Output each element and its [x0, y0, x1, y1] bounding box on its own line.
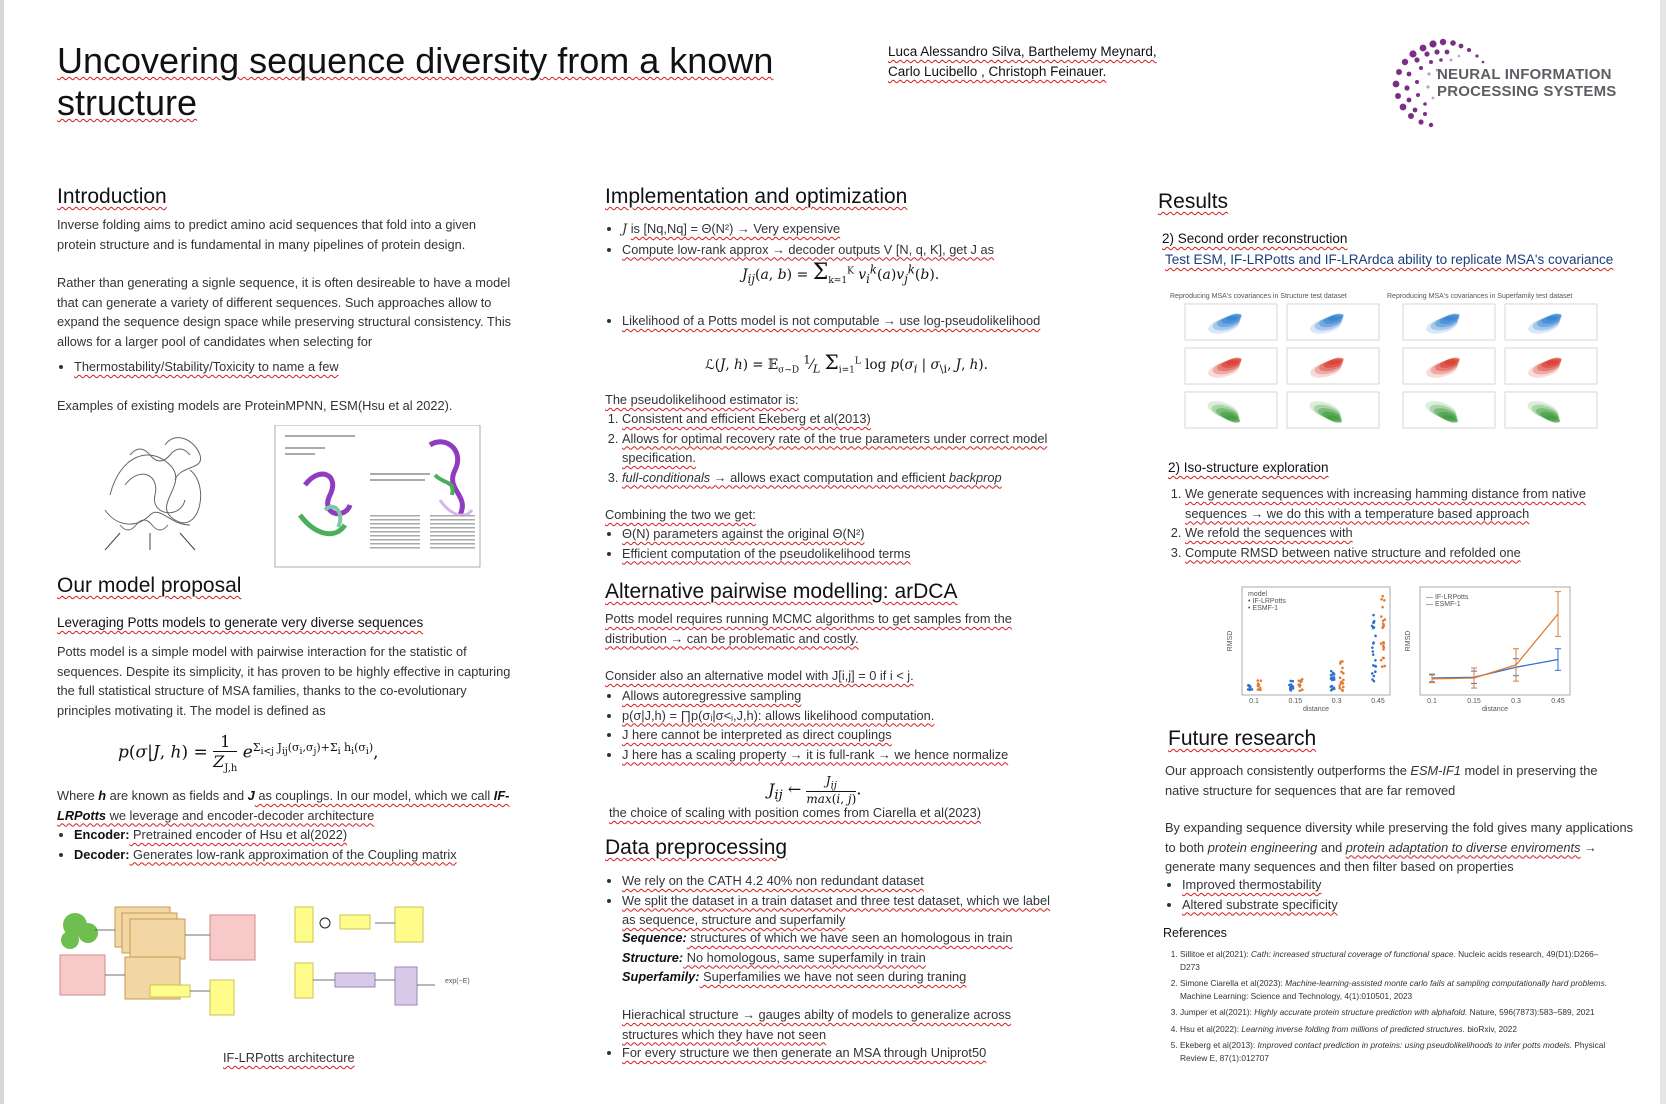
future-heading: Future research: [1168, 727, 1317, 750]
results-heading: Results: [1158, 190, 1229, 213]
x-axis-label: distance: [1481, 706, 1509, 712]
intro-paragraph-2: Rather than generating a signle sequence, it is often desireable to have a model that can generate a variety of different sequences. Such approaches allow to expand the sequence design space while preserving structural consistency. This allows for a larger pool of candidates when selecting for: [57, 275, 512, 349]
estimator-list: [605, 409, 1055, 487]
scatter-point: [1331, 679, 1334, 682]
scatter-point: [1371, 646, 1374, 649]
scatter-point: [1338, 684, 1341, 687]
results-sub-2: 2) Iso-structure exploration: [1168, 460, 1329, 475]
logo-line2: PROCESSING SYSTEMS: [1437, 83, 1617, 100]
scatter-point: [1342, 672, 1345, 675]
iso-list: [1168, 484, 1628, 562]
scatter-point: [1291, 680, 1294, 683]
scatter-point: [1260, 679, 1263, 682]
iso-item-2: 2. We refold the sequences with: [1185, 523, 1628, 543]
legend-entry: — IF-LRPotts: [1426, 594, 1469, 601]
scatter-point: [1251, 688, 1254, 691]
future-item-1: • Improved thermostability: [1182, 875, 1625, 895]
scatter-point: [1372, 653, 1375, 656]
intro-heading: Introduction: [57, 185, 167, 208]
potts-equation: p(σ|J, h) = $\frac{1}{Z_{J,h}}$ $e^{\Sigma_{i<j} J_{ij}(\sigma_i,\sigma_j)+\Sigma_i h_i(\sigma_i)}$,: [118, 732, 379, 775]
reference-item: 3. Jumper et al(2021): Highly accurate protein structure prediction with alphafold. Nature, 596(7873):583–589, 2021: [1180, 1006, 1610, 1019]
scatter-point: [1298, 689, 1301, 692]
ardca-heading: Alternative pairwise modelling: arDCA: [605, 580, 958, 603]
lowrank-equation: $J_{ij}(a$, $b) = \Sigma_{k=1}^K$ $v_i^k(a)v_j^k(b)$.: [742, 260, 940, 286]
scatter-point: [1341, 667, 1344, 670]
left-edge: [0, 0, 4, 1104]
scatter-point: [1373, 675, 1376, 678]
scatter-point: [1301, 688, 1304, 691]
scatter-point: [1374, 635, 1377, 638]
ardca-list: [605, 686, 1055, 764]
combine-item-1: • Θ(N) parameters against the original Θ(N²): [622, 524, 1055, 544]
iso-item-3: 3. Compute RMSD between native structure and refolded one: [1185, 543, 1628, 563]
combine-title: Combining the two we get:: [605, 507, 756, 522]
covariance-grid: [1185, 304, 1597, 428]
split-sequence: Sequence: structures of which we have seen an homologous in train: [622, 930, 1013, 945]
x-tick-label: 0.15: [1467, 698, 1481, 705]
scatter-point: [1381, 606, 1384, 609]
impl-bullets-1: [605, 219, 1055, 259]
reference-item: 1. Sillitoe et al(2021): Cath: increased structural coverage of functional space. Nucleic acids research, 49(D1):D266–D273: [1180, 948, 1610, 973]
scatter-point: [1257, 682, 1260, 685]
scatter-point: [1331, 685, 1334, 688]
x-tick-label: 0.1: [1249, 698, 1259, 705]
legend-entry: • ESMF-1: [1248, 605, 1279, 612]
intro-paragraph-1: Inverse folding aims to predict amino acid sequences that fold into a given protein structure and is fundamental in many pipelines of protein design.: [57, 217, 476, 252]
y-axis-label: RMSD: [1405, 630, 1412, 652]
scatter-point: [1372, 614, 1375, 617]
estimator-item-3: 3. full-conditionals → allows exact computation and efficient backprop: [622, 468, 1055, 488]
scatter-point: [1374, 659, 1377, 662]
scatter-point: [1371, 678, 1374, 681]
model-heading: Our model proposal: [57, 574, 242, 597]
scatter-point: [1372, 621, 1375, 624]
scatter-point: [1382, 641, 1385, 644]
logo-text: [1437, 66, 1616, 100]
scatter-point: [1342, 679, 1345, 682]
scatter-point: [1380, 642, 1383, 645]
rmsd-charts: [1220, 582, 1580, 712]
x-tick-label: 0.3: [1331, 698, 1342, 705]
scatter-point: [1342, 686, 1345, 689]
data-heading: Data preprocessing: [605, 836, 788, 859]
impl-heading: Implementation and optimization: [605, 185, 908, 208]
scatter-point: [1248, 689, 1251, 692]
scatter-point: [1331, 676, 1334, 679]
scatter-point: [1372, 650, 1375, 653]
future-item-2: • Altered substrate specificity: [1182, 895, 1625, 915]
intro-bullet-1: • Thermostability/Stability/Toxicity to name a few: [74, 357, 517, 377]
impl-bullet-1: • J is [Nq,Nq] = Θ(N²) → Very expensive: [622, 219, 1055, 240]
svg-text:exp(−E): exp(−E): [445, 978, 470, 985]
panel-left-title: Reproducing MSA's covariances in Structure test dataset: [1170, 293, 1347, 300]
ardca-item-2: • p(σ|J,h) = ∏p(σᵢ|σ<ᵢ,J,h): allows likelihood computation.: [622, 706, 1055, 726]
model-paragraph-2: Where h are known as fields and J as couplings. In our model, which we call IF-LRPotts we leverage and encoder-decoder architecture: [57, 788, 510, 823]
model-paragraph-1: Potts model is a simple model with pairwise interaction for the statistic of sequences. Despite its simplicity, it has proven to be highly effective in capturing the full statistical structure of MSA families, thanks to the co-evolutionary principles motivating it. The model is defined as: [57, 644, 511, 718]
future-paragraph-2: By expanding sequence diversity while preserving the fold gives many applications to both protein engineering and protein adaptation to diverse enviroments → generate many sequences and then filter based on properties: [1165, 820, 1634, 874]
ardca-paragraph-1: Potts model requires running MCMC algorithms to get samples from the distribution → can be problematic and costly.: [605, 611, 1012, 646]
scatter-point: [1382, 657, 1385, 660]
decoder-bullet: • Decoder: Generates low-rank approximation of the Coupling matrix: [74, 845, 527, 865]
authors-line1: Luca Alessandro Silva, Barthelemy Meynard,: [888, 44, 1157, 59]
data-item-3: • For every structure we then generate an MSA through Uniprot50: [622, 1043, 1055, 1063]
x-tick-label: 0.3: [1511, 698, 1521, 705]
scatter-point: [1290, 683, 1293, 686]
x-axis-label: distance: [1302, 706, 1330, 712]
scatter-point: [1339, 662, 1342, 665]
scatter-point: [1290, 687, 1293, 690]
scatter-point: [1380, 615, 1383, 618]
scatter-point: [1259, 688, 1262, 691]
scatter-point: [1374, 670, 1377, 673]
split-descriptions: [622, 928, 1062, 987]
scatter-point: [1257, 685, 1260, 688]
pseudolikelihood-equation: ℒ(J, h) = 𝔼$_{\sigma\sim D}$ $^1⁄_L$ $\Sigma_{i=1}^L$ $\log p(\sigma_i$ | $\sigma_{\backslash i}$, J, h).: [705, 350, 988, 376]
scatter-point: [1339, 687, 1342, 690]
scatter-point: [1380, 598, 1383, 601]
scatter-point: [1331, 673, 1334, 676]
results-sub-1: 2) Second order reconstruction: [1162, 231, 1348, 246]
estimator-item-2: 2. Allows for optimal recovery rate of the true parameters under correct model specification.: [622, 429, 1055, 468]
impl-bullets-2: [605, 311, 1065, 331]
poster-title: Uncovering sequence diversity from a known structure: [57, 40, 774, 123]
protein-ribbon-left-icon: [105, 438, 201, 530]
scatter-point: [1381, 595, 1384, 598]
x-tick-label: 0.45: [1551, 698, 1565, 705]
estimator-item-1: 1. Consistent and efficient Ekeberg et al(2013): [622, 409, 1055, 429]
scatter-point: [1340, 681, 1343, 684]
authors: [888, 42, 1218, 82]
scatter-point: [1298, 685, 1301, 688]
scatter-point: [1333, 688, 1336, 691]
right-edge: [1660, 0, 1666, 1104]
encoder-bullet: • Encoder: Pretrained encoder of Hsu et al(2022): [74, 825, 527, 845]
architecture-caption: IF-LRPotts architecture: [223, 1050, 355, 1065]
scatter-point: [1382, 623, 1385, 626]
scatter-point: [1372, 664, 1375, 667]
architecture-diagram: [50, 885, 520, 1045]
split-superfamily: Superfamily: Superfamilies we have not seen during traning: [622, 969, 967, 984]
reference-item: 4. Hsu et al(2022): Learning inverse folding from millions of predicted structures. bioRxiv, 2022: [1180, 1023, 1610, 1036]
scatter-point: [1382, 625, 1385, 628]
data-item-2: • We split the dataset in a train dataset and three test dataset, which we label as sequence, structure and superfamily: [622, 891, 1055, 930]
scatter-point: [1341, 689, 1344, 692]
results-paragraph-1: Test ESM, IF-LRPotts and IF-LRArdca ability to replicate MSA's covariance: [1165, 252, 1614, 267]
scatter-point: [1372, 627, 1375, 630]
scatter-point: [1330, 670, 1333, 673]
input-protein-icon: [61, 913, 98, 949]
scatter-point: [1371, 672, 1374, 675]
reference-item: 2. Simone Ciarella et al(2023): Machine-learning-assisted monte carlo fails at sampling computationally hard problems. Machine Learning: Science and Technology, 4(1):010501, 2023: [1180, 977, 1610, 1002]
intro-paragraph-3: Examples of existing models are ProteinMPNN, ESM(Hsu et al 2022).: [57, 398, 453, 413]
rmsd-line-chart: [1405, 587, 1570, 712]
protein-structure-figure: [80, 425, 490, 570]
ardca-paragraph-2: Consider also an alternative model with J[i,j] = 0 if i < j.: [605, 668, 914, 683]
normalize-equation: $J_{ij}$ ← $J_{ij}$ max(i, j) .: [768, 774, 862, 807]
references-list: [1165, 948, 1610, 1068]
scatter-point: [1382, 645, 1385, 648]
hierarchy-text: Hierachical structure → gauges abilty of models to generalize across structures which they have not seen: [622, 1007, 1012, 1042]
x-tick-label: 0.1: [1427, 698, 1437, 705]
scatter-point: [1380, 659, 1383, 662]
rmsd-scatter-chart: [1227, 587, 1390, 712]
scatter-point: [1339, 676, 1342, 679]
estimator-title: The pseudolikelihood estimator is:: [605, 392, 799, 407]
iso-item-1: 1. We generate sequences with increasing hamming distance from native sequences → we do this with a temperature based approach: [1185, 484, 1628, 523]
split-structure: Structure: No homologous, same superfamily in train: [622, 949, 926, 965]
scatter-point: [1381, 665, 1384, 668]
future-paragraph-1: Our approach consistently outperforms the ESM-IF1 model in preserving the native structure for sequences that are far removed: [1165, 763, 1598, 798]
x-tick-label: 0.45: [1371, 698, 1385, 705]
model-subheading: Leveraging Potts models to generate very diverse sequences: [57, 615, 424, 630]
scatter-point: [1300, 680, 1303, 683]
ardca-item-3: • J here cannot be interpreted as direct couplings: [622, 725, 1055, 745]
reference-item: 5. Ekeberg et al(2013): Improved contact prediction in proteins: using pseudolikelihoods to infer potts models. Physical Review E, 87(1):012707: [1180, 1039, 1610, 1064]
scatter-point: [1383, 665, 1386, 668]
combine-item-2: • Efficient computation of the pseudolikelihood terms: [622, 544, 1055, 564]
scatter-point: [1248, 685, 1251, 688]
scatter-point: [1372, 641, 1375, 644]
references-heading: References: [1163, 926, 1227, 940]
scatter-point: [1292, 687, 1295, 690]
authors-line2: Carlo Lucibello , Christoph Feinauer.: [888, 64, 1107, 79]
impl-bullet-3: • Likelihood of a Potts model is not computable → use log-pseudolikelihood: [622, 311, 1065, 331]
data-list-2: [605, 1043, 1055, 1063]
panel-right-title: Reproducing MSA's covariances in Superfamily test dataset: [1387, 293, 1573, 300]
legend-entry: — ESMF-1: [1426, 601, 1461, 608]
scatter-point: [1341, 660, 1344, 663]
model-bullets: [57, 825, 527, 864]
legend-entry: model: [1248, 591, 1268, 598]
covariance-panels: [1165, 290, 1640, 440]
intro-bullets: [57, 357, 517, 377]
legend-entry: • IF-LRPotts: [1248, 598, 1286, 605]
scatter-point: [1383, 599, 1386, 602]
impl-bullet-2: • Compute low-rank approx → decoder outputs V [N, q, K], get J as: [622, 240, 1055, 260]
x-tick-label: 0.15: [1288, 698, 1303, 705]
scatter-point: [1256, 679, 1259, 682]
data-item-1: • We rely on the CATH 4.2 40% non redundant dataset: [622, 871, 1055, 891]
combine-list: [605, 524, 1055, 563]
future-list: [1165, 875, 1625, 914]
y-axis-label: RMSD: [1227, 630, 1234, 652]
logo-line1: NEURAL INFORMATION: [1437, 66, 1612, 83]
ardca-item-4: • J here has a scaling property → it is full-rank → we hence normalize: [622, 745, 1055, 765]
ardca-item-1: • Allows autoregressive sampling: [622, 686, 1055, 706]
data-list: [605, 871, 1055, 930]
ardca-paragraph-3: the choice of scaling with position comes from Ciarella et al(2023): [609, 805, 981, 820]
scatter-point: [1382, 619, 1385, 622]
